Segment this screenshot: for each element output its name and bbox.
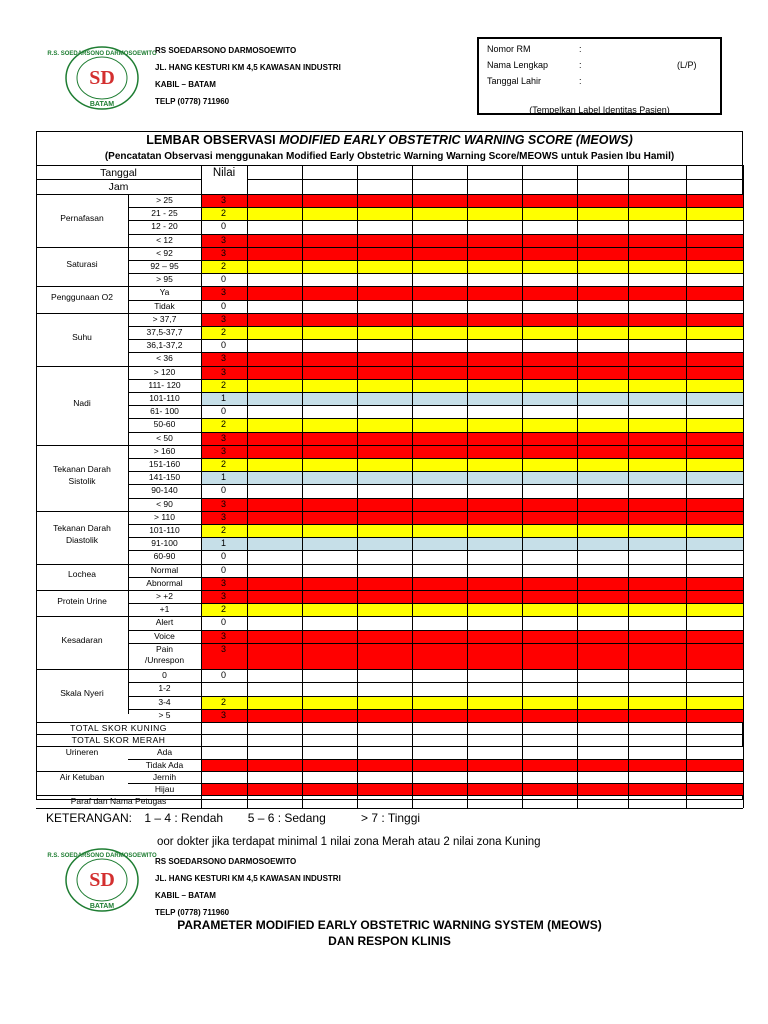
range-cell: Ya — [159, 287, 170, 298]
parameter-label: Urineren — [65, 747, 99, 758]
score-row-fill — [201, 300, 743, 313]
hospital-address-1-2: JL. HANG KESTURI KM 4,5 KAWASAN INDUSTRI — [155, 874, 341, 883]
row-line — [128, 759, 743, 760]
group-line — [36, 313, 128, 314]
range-cell: > 120 — [153, 366, 176, 377]
range-cell: 92 – 95 — [150, 261, 179, 271]
score-value: 3 — [221, 577, 227, 588]
col-line — [743, 165, 744, 808]
range-cell: /Unrespon — [144, 654, 185, 665]
range-cell: > 95 — [156, 274, 173, 285]
score-value: 0 — [221, 617, 227, 628]
score-row-fill — [201, 418, 743, 431]
score-value: 3 — [221, 445, 227, 456]
score-value: 2 — [221, 604, 227, 615]
range-cell: 141-150 — [148, 472, 181, 483]
score-value: 0 — [221, 485, 227, 496]
total-label: TOTAL SKOR MERAH — [71, 735, 166, 746]
score-value: 3 — [221, 591, 227, 601]
score-row-fill — [201, 432, 743, 445]
score-value: 0 — [221, 274, 227, 285]
col-line — [247, 165, 248, 808]
parameter-label: Tekanan Darah — [53, 523, 111, 534]
score-row-fill — [201, 260, 743, 273]
logo-text-bottom: BATAM — [89, 101, 115, 108]
range-cell: 91-100 — [151, 538, 178, 549]
range-cell: > 110 — [154, 511, 175, 522]
score-row-fill — [201, 405, 743, 418]
score-row-fill — [201, 194, 743, 207]
range-cell: < 50 — [156, 432, 173, 443]
score-value: 1 — [221, 393, 227, 403]
score-row-fill — [201, 366, 743, 379]
parameter-label: Penggunaan O2 — [51, 292, 113, 303]
range-cell: 111- 120 — [148, 379, 181, 390]
col-line — [467, 165, 468, 808]
score-row-fill — [201, 564, 743, 577]
range-cell: < 36 — [156, 353, 173, 364]
parameter-label: Air Ketuban — [59, 771, 105, 782]
header-jam: Jam — [108, 181, 129, 193]
score-value: 2 — [221, 208, 227, 219]
range-cell: +1 — [159, 604, 170, 615]
label-note: (Tempelkan Label Identitas Pasien) — [529, 105, 670, 115]
hospital-address-1: JL. HANG KESTURI KM 4,5 KAWASAN INDUSTRI — [155, 63, 341, 72]
score-value: 3 — [221, 498, 227, 509]
hospital-phone-2: TELP (0778) 711960 — [155, 908, 230, 917]
col-line — [412, 165, 413, 808]
col-line — [628, 165, 629, 808]
range-cell: > 25 — [156, 195, 173, 205]
range-cell: Ada — [156, 747, 173, 758]
parameter-title-2: DAN RESPON KLINIS — [328, 934, 451, 948]
range-cell: 1-2 — [158, 683, 171, 694]
range-cell: Alert — [155, 617, 174, 628]
score-value: 3 — [221, 432, 227, 443]
score-value: 0 — [221, 300, 227, 311]
score-row-fill — [201, 682, 743, 695]
total-label: TOTAL SKOR KUNING — [70, 723, 167, 733]
range-cell: > +2 — [155, 591, 174, 601]
hospital-logo-2 — [47, 845, 157, 915]
range-cell: < 90 — [156, 498, 173, 509]
score-row-fill — [201, 326, 743, 339]
range-cell: < 92 — [156, 247, 173, 258]
range-cell: 101-110 — [149, 393, 180, 403]
score-row-fill — [201, 379, 743, 392]
legend-label: KETERANGAN: — [46, 811, 133, 825]
score-value: 1 — [221, 538, 227, 549]
score-row-fill — [201, 286, 743, 299]
score-value: 0 — [221, 670, 227, 681]
score-row-fill — [201, 643, 743, 669]
score-row-fill — [201, 696, 743, 709]
range-cell: 60-90 — [153, 551, 176, 562]
extra-row-fill — [201, 759, 743, 771]
hospital-name-2: RS SOEDARSONO DARMOSOEWITO — [155, 857, 297, 866]
score-value: 3 — [221, 234, 227, 245]
score-row-fill — [201, 247, 743, 260]
score-row-fill — [201, 511, 743, 524]
score-row-fill — [201, 616, 743, 629]
score-row-fill — [201, 603, 743, 616]
score-value: 2 — [221, 525, 227, 535]
header-line — [247, 179, 743, 180]
score-value: 0 — [221, 551, 227, 562]
table-bottom — [36, 808, 743, 809]
call-doctor-note: oor dokter jika terdapat minimal 1 nilai zona Merah atau 2 nilai zona Kuning — [157, 836, 541, 848]
form-subtitle: (Pencatatan Observasi menggunakan Modified Early Obstetric Warning Warning Score/MEOWS untuk Pasien Ibu Hamil) — [104, 151, 675, 162]
range-cell: Abnormal — [146, 577, 183, 588]
score-row-fill — [201, 458, 743, 471]
legend — [46, 811, 420, 825]
range-cell: Voice — [154, 630, 175, 641]
score-row-fill — [201, 234, 743, 247]
score-value: 3 — [221, 630, 227, 641]
parameter-label: Pernafasan — [60, 212, 104, 223]
score-row-fill — [201, 550, 743, 563]
score-row-fill — [201, 352, 743, 365]
score-row-fill — [201, 709, 743, 722]
range-cell: > 160 — [153, 445, 176, 456]
range-cell: 90-140 — [151, 485, 178, 496]
score-value: 1 — [221, 472, 227, 483]
parameter-label: Sistolik — [68, 475, 96, 486]
score-row-fill — [201, 484, 743, 497]
range-cell: < 12 — [156, 234, 173, 245]
score-row-fill — [201, 498, 743, 511]
score-value: 3 — [221, 195, 227, 205]
score-value: 2 — [221, 327, 227, 337]
group-line — [36, 247, 128, 248]
svg-text:SD: SD — [89, 869, 115, 891]
field-tanggal-lahir: Tanggal Lahir : — [487, 76, 582, 86]
header-nilai: Nilai — [212, 167, 236, 179]
score-row-fill — [201, 313, 743, 326]
signature-label: Paraf dan Nama Petugas — [70, 796, 167, 807]
score-row-fill — [201, 273, 743, 286]
col-line — [686, 165, 687, 808]
range-cell: Hijau — [154, 784, 175, 794]
score-row-fill — [201, 524, 743, 537]
score-value: 2 — [221, 379, 227, 390]
svg-text:R.S. SOEDARSONO DARMOSOEWITO: R.S. SOEDARSONO DARMOSOEWITO — [47, 853, 157, 859]
range-cell: 0 — [162, 670, 167, 681]
score-value: 0 — [221, 340, 227, 351]
range-cell: 37,5-37,7 — [146, 327, 183, 337]
score-row-fill — [201, 669, 743, 682]
extra-row-fill — [201, 771, 743, 783]
score-row-fill — [201, 630, 743, 643]
hospital-phone: TELP (0778) 711960 — [155, 97, 230, 106]
extra-row-fill — [201, 783, 743, 795]
legend-high: > 7 : Tinggi — [361, 811, 421, 825]
score-row-fill — [201, 220, 743, 233]
hospital-address-2: KABIL – BATAM — [155, 80, 216, 89]
score-value: 3 — [221, 366, 227, 377]
logo-mark: SD — [89, 67, 115, 89]
col-line — [522, 165, 523, 808]
score-value: 3 — [221, 353, 227, 364]
score-value: 3 — [221, 709, 227, 720]
group-line — [36, 669, 128, 670]
row-line — [128, 783, 743, 784]
score-value: 0 — [221, 406, 227, 417]
col-line — [357, 165, 358, 808]
parameter-label: Protein Urine — [57, 595, 107, 606]
range-cell: 36,1-37,2 — [146, 340, 183, 351]
row-line — [128, 746, 743, 747]
range-cell: Tidak — [154, 300, 175, 311]
score-value: 3 — [221, 313, 227, 324]
range-cell: 61- 100 — [150, 406, 179, 417]
parameter-label: Skala Nyeri — [60, 688, 104, 699]
group-line — [36, 194, 128, 195]
row-line — [128, 771, 743, 772]
score-value: 2 — [221, 459, 227, 469]
parameter-label: Nadi — [73, 397, 91, 408]
group-line — [36, 564, 128, 565]
score-row-fill — [201, 339, 743, 352]
group-line — [36, 286, 128, 287]
extra-row-fill — [201, 746, 743, 758]
gender-field: (L/P) — [677, 60, 697, 70]
range-cell: 50-60 — [153, 419, 176, 430]
range-cell: 21 - 25 — [151, 208, 178, 219]
col-line — [577, 165, 578, 808]
parameter-title-1: PARAMETER MODIFIED EARLY OBSTETRIC WARNING SYSTEM (MEOWS) — [177, 918, 602, 932]
hospital-name: RS SOEDARSONO DARMOSOEWITO — [155, 46, 297, 55]
score-row-fill — [201, 392, 743, 405]
range-cell: 12 - 20 — [151, 221, 178, 232]
range-cell: Tidak Ada — [145, 759, 184, 770]
score-value: 0 — [221, 221, 227, 232]
range-cell: 101-110 — [149, 525, 180, 535]
score-value: 3 — [221, 247, 227, 258]
col-line — [201, 165, 202, 808]
hospital-address-2-2: KABIL – BATAM — [155, 891, 216, 900]
parameter-label: Lochea — [68, 569, 96, 580]
hospital-info-2 — [155, 853, 341, 921]
score-value: 3 — [221, 511, 227, 522]
range-cell: 3-4 — [158, 696, 171, 707]
score-row-fill — [201, 471, 743, 484]
parameter-label: Kesadaran — [61, 635, 103, 646]
logo-text-top: R.S. SOEDARSONO DARMOSOEWITO — [47, 51, 157, 57]
group-line — [36, 445, 128, 446]
parameter-label: Diastolik — [65, 535, 99, 546]
range-cell: 151-160 — [148, 459, 181, 469]
score-value: 3 — [221, 287, 227, 298]
parameter-label: Saturasi — [66, 259, 98, 270]
col-line — [302, 165, 303, 808]
header-tanggal: Tanggal — [100, 167, 137, 179]
score-value: 2 — [221, 261, 227, 271]
parameter-label: Suhu — [72, 331, 92, 342]
score-row-fill — [201, 590, 743, 603]
score-value: 0 — [221, 564, 227, 575]
parameter-label: Tekanan Darah — [53, 463, 111, 474]
col-line — [128, 194, 129, 714]
range-cell: Normal — [150, 564, 179, 575]
score-value: 2 — [221, 419, 227, 430]
range-cell: > 37,7 — [152, 313, 177, 324]
group-line — [36, 366, 128, 367]
legend-low: 1 – 4 : Rendah — [144, 811, 224, 825]
score-value: 2 — [221, 696, 227, 707]
legend-medium: 5 – 6 : Sedang — [247, 811, 326, 825]
svg-text:BATAM: BATAM — [89, 903, 115, 910]
group-line — [36, 511, 128, 512]
score-row-fill — [201, 445, 743, 458]
score-value: 3 — [221, 643, 227, 654]
score-row-fill — [201, 537, 743, 550]
range-cell: Jernih — [152, 771, 177, 782]
range-cell: Pain — [155, 643, 173, 654]
form-title: LEMBAR OBSERVASI MODIFIED EARLY OBSTETRIC WARNING SCORE (MEOWS) — [146, 133, 633, 147]
score-row-fill — [201, 207, 743, 220]
score-row-fill — [201, 577, 743, 590]
field-nomor-rm: Nomor RM : — [487, 44, 582, 54]
group-line — [36, 616, 128, 617]
group-line — [36, 590, 128, 591]
range-cell: > 5 — [158, 709, 171, 720]
field-nama-lengkap: Nama Lengkap : (L/P) — [487, 60, 697, 70]
row-line — [128, 682, 743, 683]
